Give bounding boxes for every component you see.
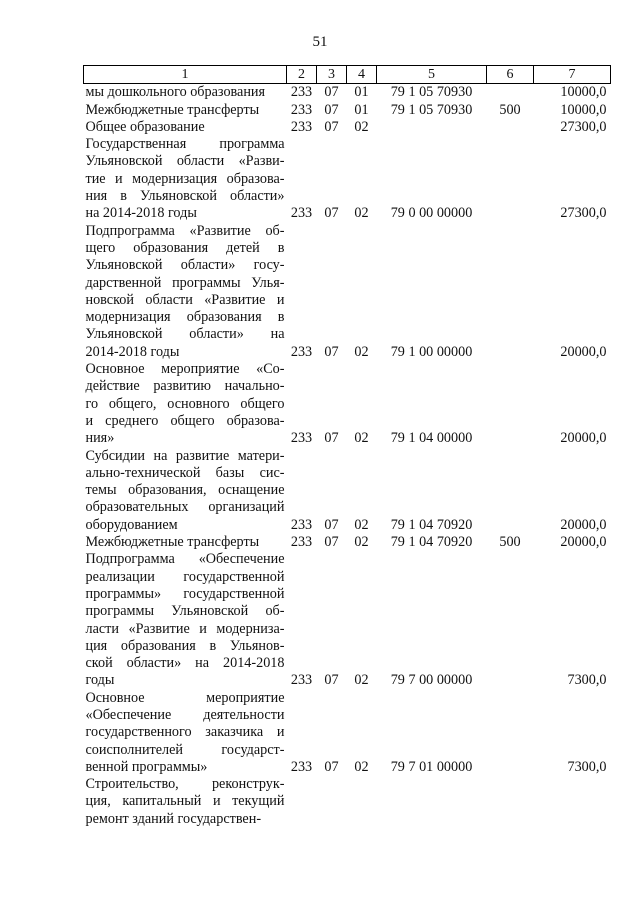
row-name-line: 2014-2018 годы [85, 343, 180, 360]
row-name-line: Подпрограмма «Развитие об- [85, 222, 285, 239]
ministry-code: 233 [290, 84, 313, 101]
row-name-line: щего образования детей в [85, 239, 285, 256]
table-row [84, 223, 611, 361]
amount [534, 776, 611, 828]
ministry-code: 233 [290, 516, 313, 533]
target-article-code: 79 1 04 70920 [390, 516, 473, 533]
column-header: 1 [84, 66, 287, 84]
row-name [84, 534, 287, 551]
row-name-line: оборудованием [85, 516, 178, 533]
row-name-line: Ульяновской области» на [85, 326, 285, 343]
target-article-code [377, 776, 487, 828]
column-header: 5 [377, 66, 487, 84]
column-header: 7 [534, 66, 611, 84]
table-row [84, 102, 611, 119]
row-name-line: дарственной программы Улья- [85, 274, 285, 291]
expense-type-code: 500 [499, 534, 521, 551]
ministry-code: 233 [290, 343, 313, 360]
row-name-line: действие развитию начально- [85, 378, 285, 395]
expense-type-code [487, 119, 534, 136]
table-row [84, 551, 611, 689]
row-name [84, 84, 287, 102]
amount: 7300,0 [567, 672, 607, 689]
row-name-line: программы» государственной [85, 585, 285, 602]
row-name-line: ния» [85, 430, 115, 447]
row-name [84, 223, 287, 361]
row-name-line: тие и модернизация образова- [85, 170, 285, 187]
row-name-line: ской области» на 2014-2018 [85, 655, 285, 672]
expense-type-code [487, 136, 534, 222]
expense-type-code [487, 448, 534, 534]
row-name-line: ремонт зданий государствен- [85, 810, 262, 827]
row-name-line: Субсидии на развитие матери- [85, 447, 285, 464]
target-article-code: 79 1 04 70920 [390, 534, 473, 551]
amount: 20000,0 [560, 534, 607, 551]
target-article-code: 79 7 01 00000 [390, 758, 473, 775]
subsection-code: 02 [354, 205, 369, 222]
subsection-code [347, 776, 377, 828]
row-name-line: государственного заказчика и [85, 724, 285, 741]
row-name-line: программы Ульяновской об- [85, 603, 285, 620]
expense-type-code [487, 690, 534, 776]
section-code: 07 [324, 430, 339, 447]
budget-table [83, 65, 611, 828]
expense-type-code [487, 361, 534, 447]
expense-type-code [487, 551, 534, 689]
row-name-line: Основное мероприятие [85, 689, 285, 706]
row-name-line: Межбюджетные трансферты [85, 101, 260, 118]
table-row [84, 119, 611, 136]
expense-type-code: 500 [499, 101, 521, 118]
row-name [84, 119, 287, 136]
section-code: 07 [324, 118, 339, 135]
ministry-code: 233 [290, 118, 313, 135]
subsection-code: 02 [354, 343, 369, 360]
row-name [84, 361, 287, 447]
amount: 27300,0 [560, 118, 607, 135]
section-code: 07 [324, 516, 339, 533]
column-header: 4 [347, 66, 377, 84]
column-header: 2 [287, 66, 317, 84]
subsection-code: 02 [354, 758, 369, 775]
ministry-code: 233 [290, 758, 313, 775]
target-article-code: 79 0 00 00000 [390, 205, 473, 222]
ministry-code: 233 [290, 205, 313, 222]
expense-type-code [487, 776, 534, 828]
row-name-line: ния в Ульяновской области» [85, 188, 285, 205]
row-name-line: на 2014-2018 годы [85, 205, 197, 222]
row-name-line: реализации государственной [85, 568, 285, 585]
target-article-code: 79 1 00 00000 [390, 343, 473, 360]
subsection-code: 02 [354, 118, 369, 135]
amount: 7300,0 [567, 758, 607, 775]
amount: 20000,0 [560, 516, 607, 533]
row-name-line: соисполнителей государст- [85, 741, 285, 758]
row-name-line: го общего, основного общего [85, 395, 285, 412]
subsection-code: 02 [354, 516, 369, 533]
table-row [84, 84, 611, 102]
table-row [84, 776, 611, 828]
row-name-line: Ульяновской области» госу- [85, 257, 285, 274]
amount: 20000,0 [560, 430, 607, 447]
section-code: 07 [324, 343, 339, 360]
row-name-line: Общее образование [85, 118, 205, 135]
row-name [84, 551, 287, 689]
row-name-line: образовательных организаций [85, 499, 285, 516]
table-header-row [84, 66, 611, 84]
target-article-code [377, 119, 487, 136]
amount: 10000,0 [560, 101, 607, 118]
ministry-code: 233 [290, 430, 313, 447]
row-name [84, 776, 287, 828]
row-name [84, 690, 287, 776]
row-name-line: ласти «Развитие и модерниза- [85, 620, 285, 637]
amount: 27300,0 [560, 205, 607, 222]
page-number: 51 [312, 34, 328, 50]
row-name [84, 448, 287, 534]
subsection-code: 02 [354, 534, 369, 551]
row-name-line: Государственная программа [85, 136, 285, 153]
section-code: 07 [324, 84, 339, 101]
section-code: 07 [324, 205, 339, 222]
section-code [317, 776, 347, 828]
column-header: 3 [317, 66, 347, 84]
expense-type-code [487, 84, 534, 102]
amount: 20000,0 [560, 343, 607, 360]
ministry-code [287, 776, 317, 828]
table-row [84, 448, 611, 534]
section-code: 07 [324, 534, 339, 551]
subsection-code: 02 [354, 672, 369, 689]
row-name-line: ально-технической базы сис- [85, 464, 285, 481]
ministry-code: 233 [290, 672, 313, 689]
amount: 10000,0 [560, 84, 607, 101]
ministry-code: 233 [290, 534, 313, 551]
table-row [84, 136, 611, 222]
row-name [84, 102, 287, 119]
row-name [84, 136, 287, 222]
section-code: 07 [324, 672, 339, 689]
subsection-code: 01 [354, 84, 369, 101]
section-code: 07 [324, 101, 339, 118]
table-row [84, 690, 611, 776]
target-article-code: 79 1 04 00000 [390, 430, 473, 447]
row-name-line: Строительство, реконструк- [85, 776, 285, 793]
row-name-line: «Обеспечение деятельности [85, 706, 285, 723]
target-article-code: 79 1 05 70930 [390, 84, 473, 101]
row-name-line: Основное мероприятие «Со- [85, 361, 285, 378]
row-name-line: Межбюджетные трансферты [85, 534, 260, 551]
row-name-line: мы дошкольного образования [85, 84, 266, 101]
row-name-line: ция, капитальный и текущий [85, 793, 285, 810]
row-name-line: темы образования, оснащение [85, 482, 285, 499]
expense-type-code [487, 223, 534, 361]
target-article-code: 79 1 05 70930 [390, 101, 473, 118]
ministry-code: 233 [290, 101, 313, 118]
row-name-line: новской области «Развитие и [85, 291, 285, 308]
row-name-line: Ульяновской области «Разви- [85, 153, 285, 170]
row-name-line: годы [85, 672, 115, 689]
table-row [84, 361, 611, 447]
row-name-line: ция образования в Ульянов- [85, 637, 285, 654]
row-name-line: Подпрограмма «Обеспечение [85, 551, 285, 568]
row-name-line: венной программы» [85, 758, 208, 775]
subsection-code: 02 [354, 430, 369, 447]
section-code: 07 [324, 758, 339, 775]
column-header: 6 [487, 66, 534, 84]
target-article-code: 79 7 00 00000 [390, 672, 473, 689]
subsection-code: 01 [354, 101, 369, 118]
row-name-line: и среднего общего образова- [85, 412, 285, 429]
row-name-line: модернизация образования в [85, 309, 285, 326]
table-row [84, 534, 611, 551]
